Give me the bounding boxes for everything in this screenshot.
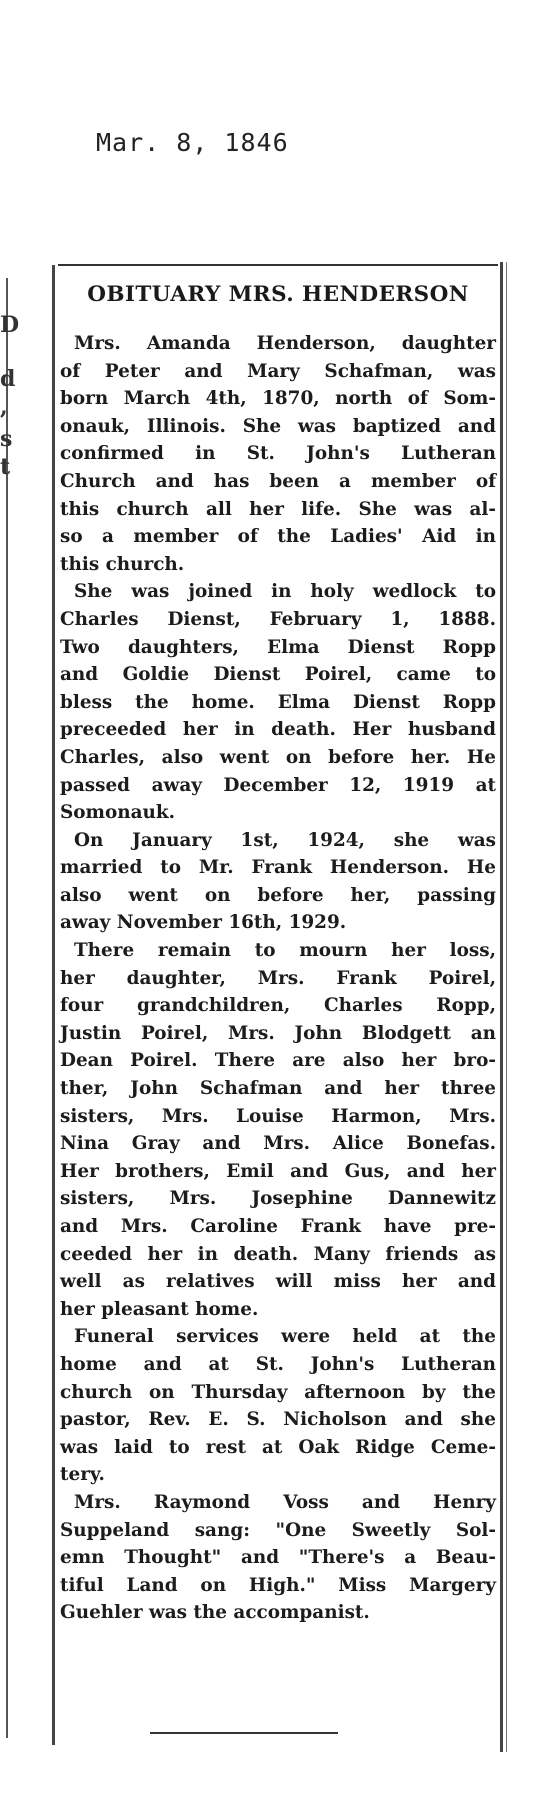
obituary-line: home and at St. John's Lutheran: [60, 1353, 496, 1375]
obituary-line: Charles, also went on before her. He: [60, 746, 496, 768]
clipping-right-border: [500, 262, 503, 1752]
obituary-line: Somonauk.: [60, 802, 176, 824]
obituary-line: Mrs. Raymond Voss and Henry: [74, 1491, 496, 1513]
obituary-line: away November 16th, 1929.: [60, 912, 347, 934]
obituary-line: There remain to mourn her loss,: [74, 940, 496, 962]
obituary-line: four grandchildren, Charles Ropp,: [60, 995, 496, 1017]
obituary-line: tery.: [60, 1464, 105, 1486]
obituary-line: sisters, Mrs. Josephine Dannewitz: [60, 1188, 496, 1210]
obituary-paragraph: [60, 330, 496, 578]
obituary-line: also went on before her, passing: [60, 884, 496, 906]
obituary-line: this church all her life. She was al-: [60, 498, 496, 520]
obituary-paragraph: [60, 1489, 496, 1627]
obituary-line: Suppeland sang: "One Sweetly Sol-: [60, 1519, 496, 1541]
adjacent-column-fragment: d: [0, 366, 16, 392]
obituary-line: sisters, Mrs. Louise Harmon, Mrs.: [60, 1105, 496, 1127]
obituary-line: born March 4th, 1870, north of Som-: [60, 388, 496, 410]
obituary-line: ceeded her in death. Many friends as: [60, 1243, 496, 1265]
obituary-paragraph: [60, 578, 496, 826]
obituary-line: so a member of the Ladies' Aid in: [60, 526, 496, 548]
obituary-line: ther, John Schafman and her three: [60, 1078, 496, 1100]
obituary-headline: OBITUARY MRS. HENDERSON: [87, 282, 469, 307]
obituary-line: Justin Poirel, Mrs. John Blodgett an: [60, 1022, 496, 1044]
obituary-line: onauk, Illinois. She was baptized and: [60, 415, 496, 437]
obituary-line: married to Mr. Frank Henderson. He: [60, 857, 496, 879]
obituary-line: her daughter, Mrs. Frank Poirel,: [60, 967, 496, 989]
clipping-left-border: [52, 265, 55, 1745]
obituary-paragraph: [60, 1323, 496, 1489]
obituary-line: this church.: [60, 553, 185, 575]
obituary-line: On January 1st, 1924, she was: [74, 829, 496, 851]
clipping-date: Mar. 8, 1846: [96, 128, 289, 157]
end-rule: [150, 1732, 338, 1734]
obituary-line: well as relatives will miss her and: [60, 1271, 496, 1293]
obituary-line: Guehler was the accompanist.: [60, 1602, 370, 1624]
obituary-line: passed away December 12, 1919 at: [60, 774, 496, 796]
obituary-line: Two daughters, Elma Dienst Ropp: [60, 636, 496, 658]
obituary-line: was laid to rest at Oak Ridge Ceme-: [60, 1436, 496, 1458]
obituary-line: and Goldie Dienst Poirel, came to: [60, 664, 496, 686]
obituary-line: bless the home. Elma Dienst Ropp: [60, 691, 496, 713]
obituary-line: and Mrs. Caroline Frank have pre-: [60, 1216, 496, 1237]
obituary-line: Charles Dienst, February 1, 1888.: [60, 608, 496, 630]
obituary-line: of Peter and Mary Schafman, was: [60, 360, 496, 382]
adjacent-column-fragment: D: [0, 312, 20, 338]
obituary-line: Mrs. Amanda Henderson, daughter: [74, 333, 496, 354]
adjacent-column-fragment: ,: [0, 394, 8, 420]
obituary-line: Funeral services were held at the: [74, 1326, 496, 1348]
obituary-line: tiful Land on High." Miss Margery: [60, 1574, 496, 1596]
adjacent-column-rule: [6, 278, 8, 1738]
obituary-line: church on Thursday afternoon by the: [60, 1381, 496, 1403]
obituary-line: emn Thought" and "There's a Beau-: [60, 1547, 496, 1569]
obituary-line: She was joined in holy wedlock to: [74, 581, 496, 603]
obituary-line: confirmed in St. John's Lutheran: [60, 443, 496, 465]
obituary-line: Church and has been a member of: [60, 470, 496, 492]
adjacent-column-fragment: t: [0, 454, 11, 480]
adjacent-column-fragment: s: [0, 426, 13, 452]
obituary-line: Dean Poirel. There are also her bro-: [60, 1050, 496, 1072]
obituary-body: [60, 330, 496, 1627]
obituary-line: Her brothers, Emil and Gus, and her: [60, 1160, 496, 1182]
clipping-right-border-inner: [506, 262, 507, 1752]
obituary-paragraph: [60, 937, 496, 1323]
obituary-paragraph: [60, 827, 496, 937]
obituary-line: preceeded her in death. Her husband: [60, 719, 496, 741]
obituary-line: pastor, Rev. E. S. Nicholson and she: [60, 1409, 496, 1431]
obituary-line: Nina Gray and Mrs. Alice Bonefas.: [60, 1133, 496, 1155]
obituary-line: her pleasant home.: [60, 1298, 259, 1320]
clipping-top-border: [58, 264, 498, 266]
